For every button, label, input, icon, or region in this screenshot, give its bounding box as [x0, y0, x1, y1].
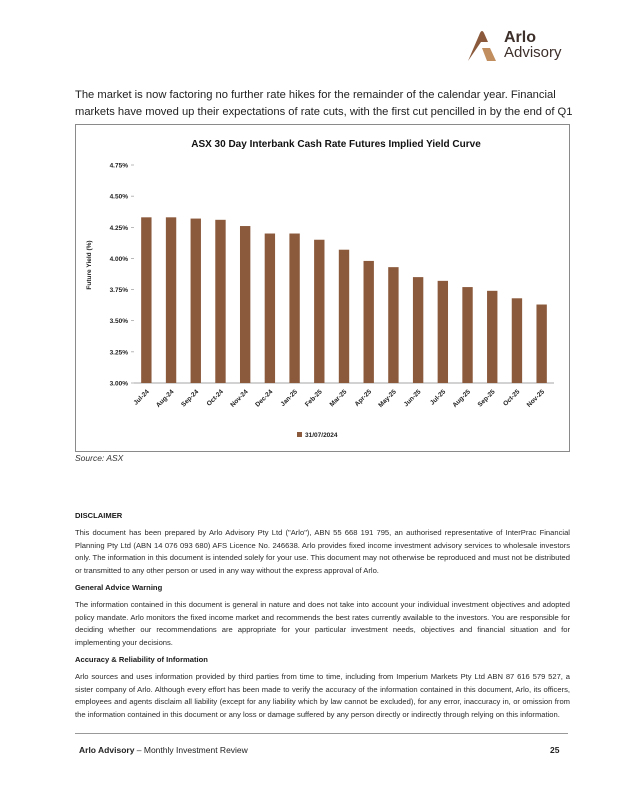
- x-tick-label: Oct-25: [502, 388, 522, 408]
- x-tick-label: Oct-24: [205, 388, 225, 408]
- chart-y-axis-label: Future Yield (%): [86, 240, 93, 290]
- x-tick-label: Jul-25: [428, 388, 448, 407]
- logo-line1: Arlo: [504, 29, 536, 46]
- chart-panel: [75, 124, 570, 452]
- x-tick-label: Nov-25: [525, 388, 547, 409]
- x-tick-label: Aug-24: [154, 388, 176, 409]
- x-tick-label: Apr-25: [353, 388, 374, 408]
- bar-May-25: [388, 267, 398, 383]
- disclaimer-heading: DISCLAIMER: [75, 511, 123, 520]
- y-tick-label: 3.75%: [109, 287, 128, 295]
- y-tick-label: 3.50%: [109, 318, 128, 326]
- bar-Sep-25: [487, 291, 497, 383]
- x-tick-label: Sep-24: [180, 388, 201, 409]
- bar-Oct-24: [215, 220, 225, 383]
- legend-swatch: [297, 432, 302, 437]
- chart-source: Source: ASX: [75, 453, 124, 463]
- y-tick-label: 3.00%: [109, 380, 128, 388]
- y-tick-label: 4.25%: [109, 224, 128, 232]
- bar-Mar-25: [339, 250, 349, 383]
- footer-title: [79, 745, 248, 755]
- bar-Dec-24: [265, 234, 275, 383]
- x-tick-label: Mar-25: [328, 388, 349, 409]
- bar-Oct-25: [512, 298, 522, 383]
- y-tick-label: 4.50%: [109, 193, 128, 201]
- page-number: 25: [550, 745, 560, 755]
- footer-brand: Arlo Advisory: [79, 745, 135, 755]
- footer-doc-title: – Monthly Investment Review: [134, 745, 248, 755]
- bar-Jan-25: [289, 234, 299, 383]
- x-tick-label: Nov-24: [229, 388, 250, 409]
- disclaimer-section: [75, 510, 570, 726]
- bar-Jun-25: [413, 277, 423, 383]
- x-tick-label: Jan-25: [279, 388, 300, 408]
- general-advice-paragraph: The information contained in this document is general in nature and does not take into account your individual investment objectives and adopted policy mandate. Arlo monitors the fixed income market and recommends the best rates currently available to the investors. You are responsible for deciding whether our recommendations are appropriate for your particular investment needs, objectives and financial situation and for implementing your decisions.: [75, 600, 570, 647]
- bar-Apr-25: [364, 261, 374, 383]
- brand-logo: [466, 29, 576, 65]
- x-tick-label: Sep-25: [476, 388, 497, 409]
- x-tick-label: Jul-24: [132, 388, 151, 407]
- y-tick-label: 4.75%: [109, 162, 128, 170]
- bar-Aug-25: [462, 287, 472, 383]
- logo-line2: Advisory: [504, 44, 562, 61]
- intro-paragraph: The market is now factoring no further rate hikes for the remainder of the calendar year. Financial markets have moved up their expectations of rate cuts, with the first cut pencilled in by the end of Q1: [75, 89, 573, 118]
- arlo-logo-icon: [466, 29, 502, 63]
- yield-curve-chart: [76, 125, 569, 451]
- accuracy-heading: Accuracy & Reliability of Information: [75, 655, 208, 665]
- bar-Feb-25: [314, 240, 324, 383]
- y-tick-label: 4.00%: [109, 255, 128, 263]
- bar-Jul-24: [141, 217, 151, 383]
- bar-Jul-25: [438, 281, 448, 383]
- bar-Nov-25: [536, 305, 546, 383]
- accuracy-paragraph: Arlo sources and uses information provided by third parties from time to time, including from Imperium Markets Pty Ltd ABN 87 616 579 527, a sister company of Arlo. Although every effort has been made to verify the accuracy of the information contained in this document, Arlo, its officers, employees and agents disclaim all liability (except for any liability which by law cannot be excluded), for any error, inaccuracy in, or omission from the information contained in this document or any loss or damage suffered by any person directly or indirectly through relying on this information.: [75, 672, 570, 719]
- x-tick-label: May-25: [377, 388, 398, 410]
- x-tick-label: Feb-25: [303, 388, 324, 409]
- bar-Aug-24: [166, 217, 176, 383]
- chart-title: ASX 30 Day Interbank Cash Rate Futures Implied Yield Curve: [191, 139, 481, 150]
- footer-divider: [75, 733, 568, 734]
- general-advice-heading: General Advice Warning: [75, 583, 163, 593]
- bar-Nov-24: [240, 226, 250, 383]
- x-tick-label: Dec-24: [254, 388, 275, 409]
- x-tick-label: Jun-25: [402, 388, 423, 409]
- legend-label: 31/07/2024: [305, 432, 338, 439]
- x-tick-label: Aug-25: [451, 388, 472, 409]
- disclaimer-paragraph: This document has been prepared by Arlo Advisory Pty Ltd ("Arlo"), ABN 55 668 191 795, an authorised representative of InterPrac Financial Planning Pty Ltd (ABN 14 076 093 680) AFS Licence No. 246638. Arlo provides fixed income investment advisory services to wholesale investors only. The information in this document is intended solely for your use. This document may not otherwise be reproduced and must not be distributed or transmitted to any other person or used in any way without the express approval of Arlo.: [75, 528, 570, 575]
- bar-Sep-24: [191, 219, 201, 383]
- y-tick-label: 3.25%: [109, 349, 128, 357]
